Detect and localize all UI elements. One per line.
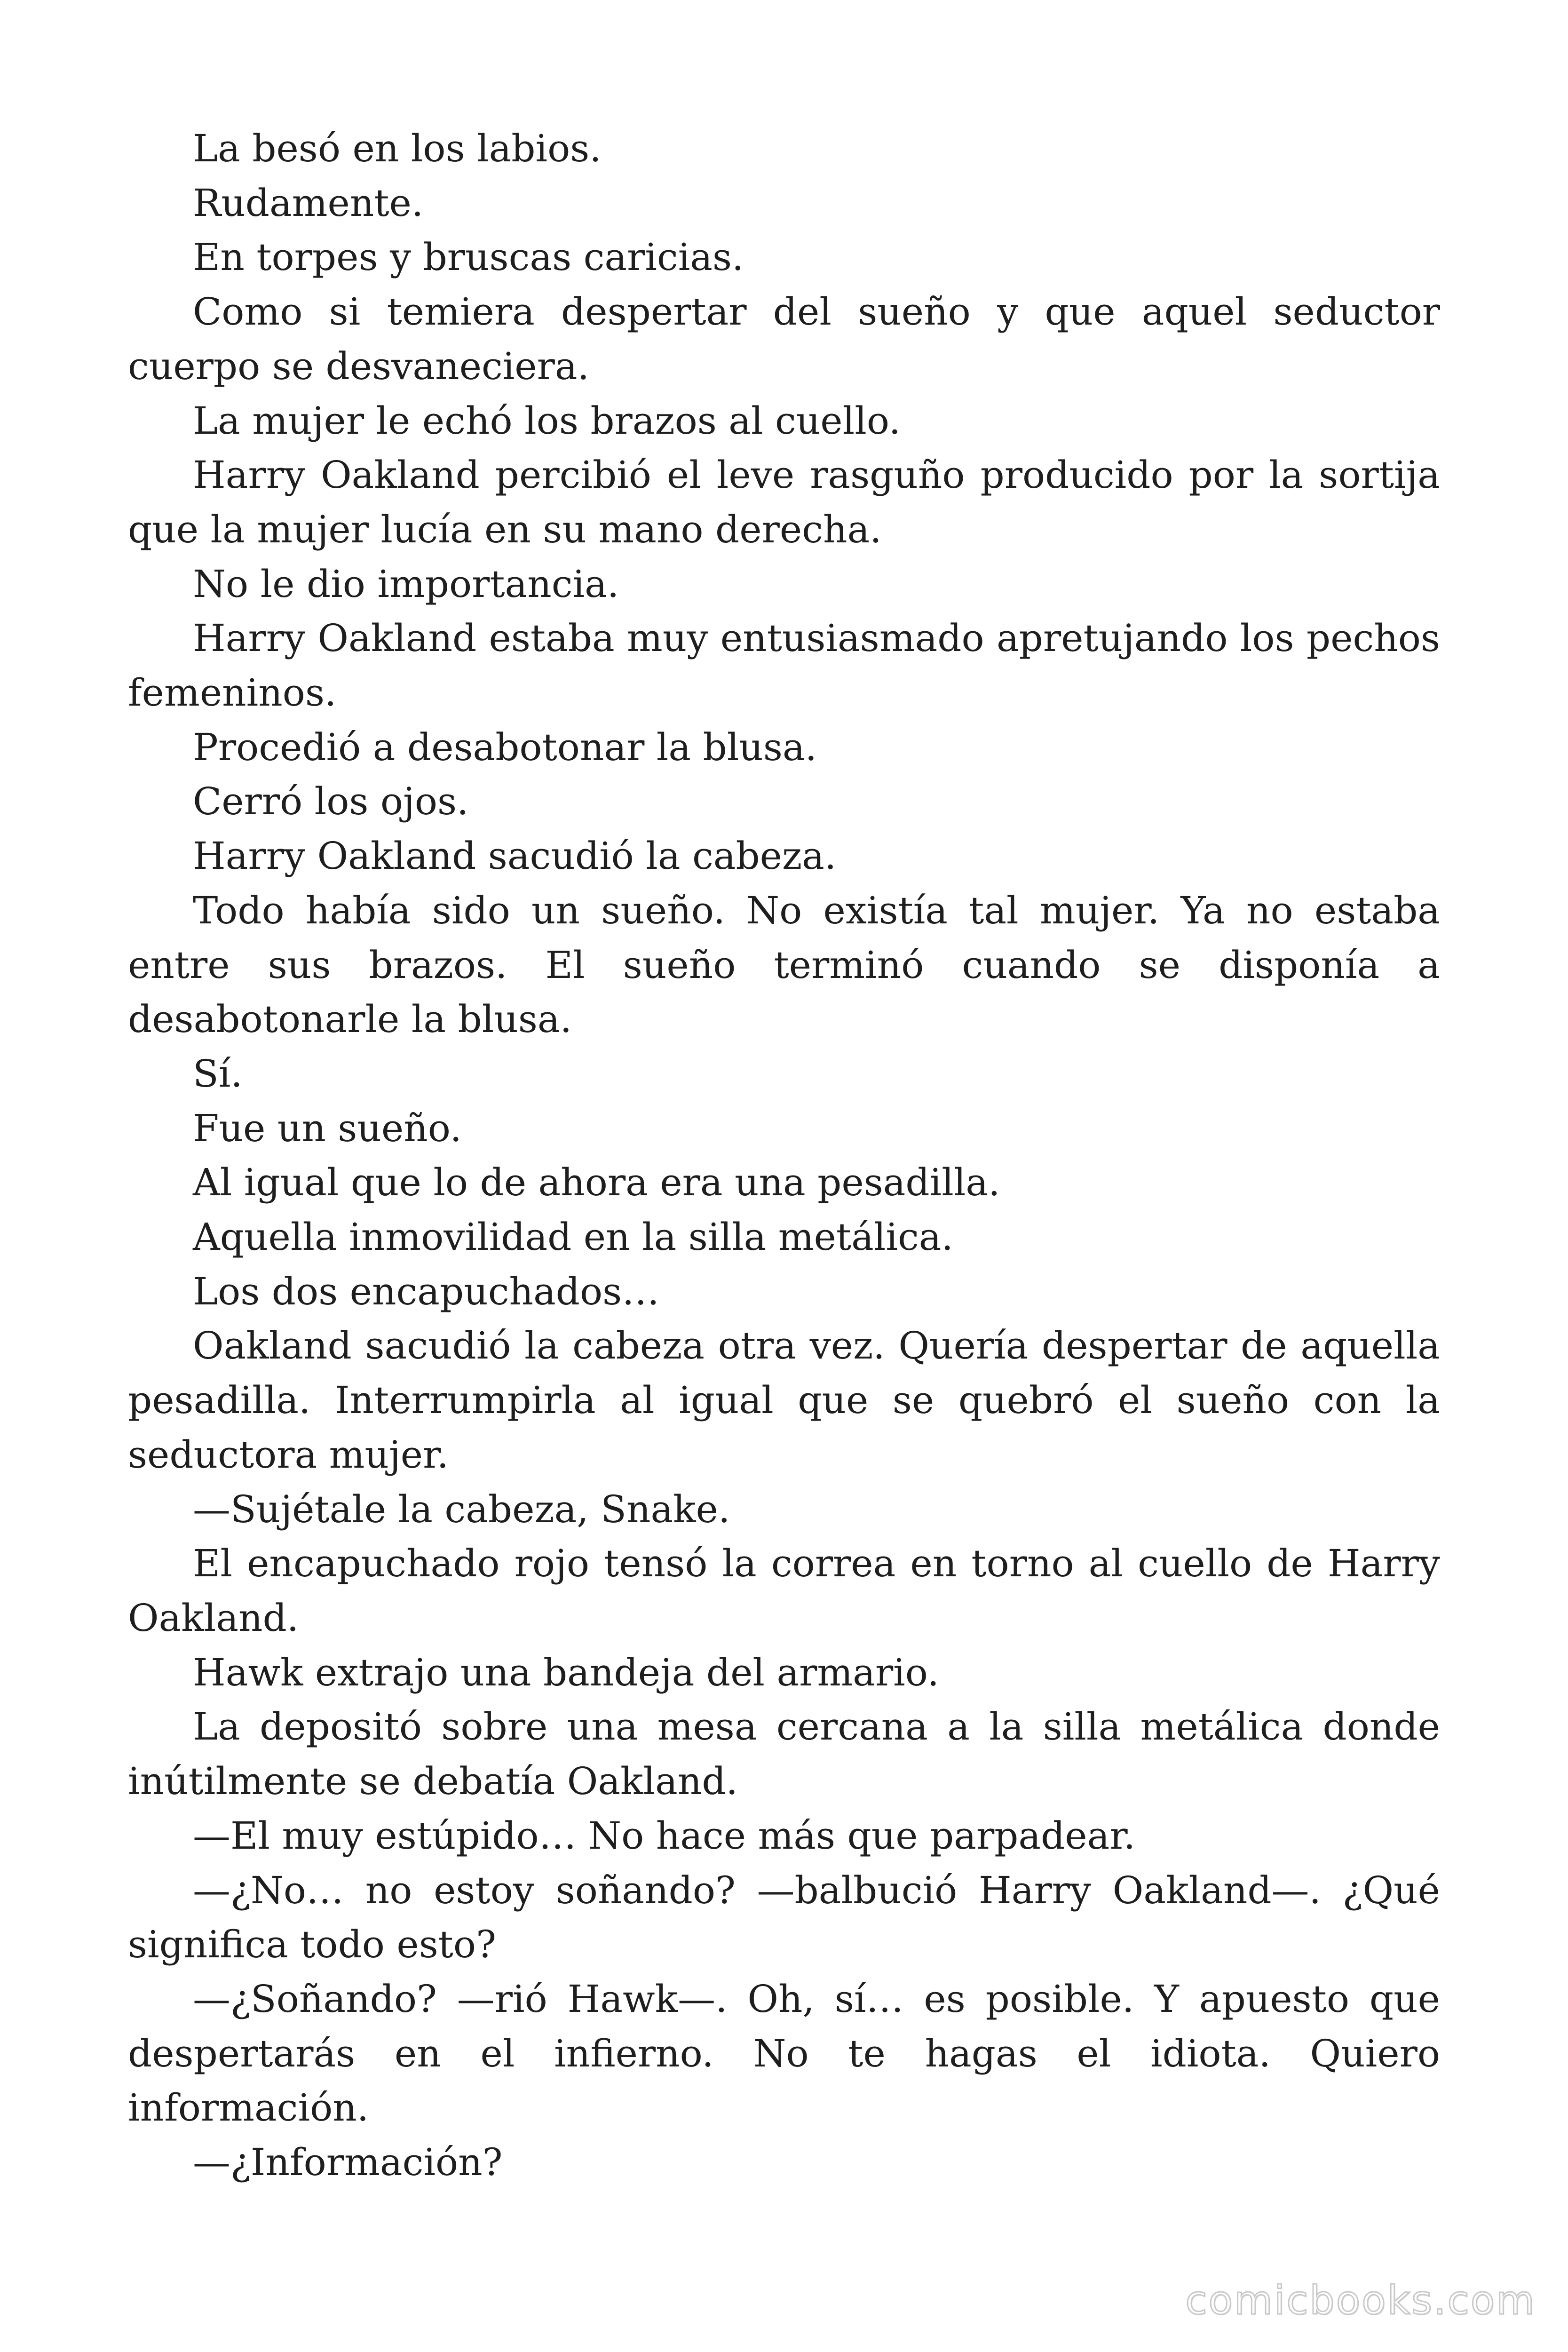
- paragraph: Todo había sido un sueño. No existía tal mujer. Ya no estaba entre sus brazos. El sueño terminó cuando se disponía a desabotonarle la blusa.: [128, 888, 1440, 1041]
- paragraph: —¿No… no estoy soñando? —balbució Harry Oakland—. ¿Qué significa todo esto?: [128, 1868, 1440, 1967]
- paragraph: Rudamente.: [193, 181, 424, 225]
- paragraph: Sí.: [193, 1051, 243, 1096]
- paragraph: —El muy estúpido… No hace más que parpadear.: [193, 1813, 1136, 1858]
- paragraph: —¿Soñando? —rió Hawk—. Oh, sí… es posible. Y apuesto que despertarás en el infierno. No te hagas el idiota. Quiero información.: [128, 1977, 1440, 2130]
- paragraph: Los dos encapuchados…: [193, 1269, 660, 1313]
- paragraph: Harry Oakland percibió el leve rasguño producido por la sortija que la mujer lucía en su mano derecha.: [128, 453, 1440, 551]
- paragraph: —¿Información?: [193, 2140, 503, 2185]
- paragraph: Aquella inmovilidad en la silla metálica.: [193, 1215, 953, 1259]
- paragraph: Procedió a desabotonar la blusa.: [193, 725, 817, 769]
- paragraph: Cerró los ojos.: [193, 779, 469, 824]
- paragraph: La mujer le echó los brazos al cuello.: [193, 398, 901, 443]
- paragraph: La besó en los labios.: [193, 127, 602, 170]
- watermark: comicbooks.com: [1185, 2277, 1536, 2323]
- page-body: [128, 121, 1440, 2190]
- paragraph: No le dio importancia.: [193, 562, 619, 606]
- paragraph: El encapuchado rojo tensó la correa en torno al cuello de Harry Oakland.: [128, 1542, 1440, 1640]
- paragraph: La depositó sobre una mesa cercana a la silla metálica donde inútilmente se debatía Oakland.: [128, 1705, 1440, 1804]
- paragraph: Como si temiera despertar del sueño y que aquel seductor cuerpo se desvaneciera.: [128, 290, 1440, 388]
- paragraph: Harry Oakland sacudió la cabeza.: [193, 834, 837, 878]
- paragraph: Oakland sacudió la cabeza otra vez. Quería despertar de aquella pesadilla. Interrumpirla al igual que se quebró el sueño con la seductora mujer.: [128, 1324, 1440, 1477]
- paragraph: Al igual que lo de ahora era una pesadilla.: [193, 1160, 1000, 1205]
- paragraph: Fue un sueño.: [193, 1106, 462, 1150]
- paragraph: Harry Oakland estaba muy entusiasmado apretujando los pechos femeninos.: [128, 616, 1440, 715]
- paragraph: —Sujétale la cabeza, Snake.: [193, 1487, 730, 1531]
- paragraph: En torpes y bruscas caricias.: [193, 235, 744, 279]
- paragraph: Hawk extrajo una bandeja del armario.: [193, 1650, 939, 1694]
